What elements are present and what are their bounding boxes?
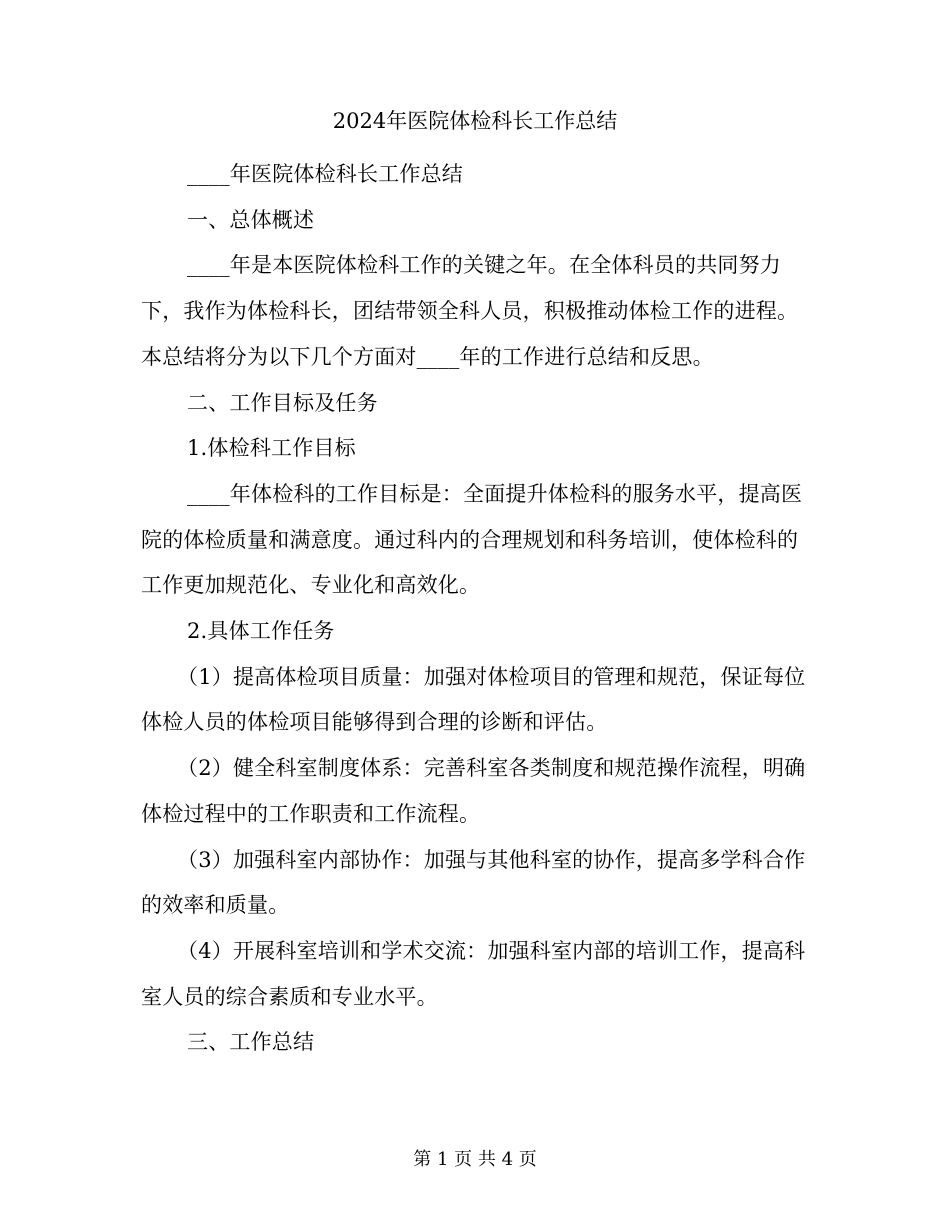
section-heading-summary: 三、工作总结 bbox=[187, 1030, 315, 1055]
subtitle-paragraph: ____年医院体检科长工作总结 bbox=[187, 162, 463, 186]
subheading-tasks: 2.具体工作任务 bbox=[187, 619, 335, 644]
task-item-4: （4）开展科室培训和学术交流：加强科室内部的培训工作，提高科室人员的综合素质和专业水平。 bbox=[141, 938, 806, 1009]
section-heading-overview: 一、总体概述 bbox=[187, 207, 315, 232]
task-item-3: （3）加强科室内部协作：加强与其他科室的协作，提高多学科合作的效率和质量。 bbox=[141, 847, 806, 918]
overview-paragraph: ____年是本医院体检科工作的关键之年。在全体科员的共同努力下，我作为体检科长，团结带领全科人员，积极推动体检工作的进程。本总结将分为以下几个方面对____年的工作进行总结和反思。 bbox=[141, 253, 799, 369]
goal-paragraph: ____年体检科的工作目标是：全面提升体检科的服务水平，提高医院的体检质量和满意度。通过科内的合理规划和科务培训，使体检科的工作更加规范化、专业化和高效化。 bbox=[141, 481, 803, 598]
document-body bbox=[141, 152, 809, 1066]
task-item-1: （1）提高体检项目质量：加强对体检项目的管理和规范，保证每位体检人员的体检项目能够得到合理的诊断和评估。 bbox=[141, 664, 806, 735]
subheading-goal: 1.体检科工作目标 bbox=[187, 436, 356, 461]
page-footer: 第 1 页 共 4 页 bbox=[413, 1149, 537, 1170]
document-title: 2024年医院体检科长工作总结 bbox=[332, 109, 618, 133]
task-item-2: （2）健全科室制度体系：完善科室各类制度和规范操作流程，明确体检过程中的工作职责和工作流程。 bbox=[141, 756, 806, 826]
section-heading-goals: 二、工作目标及任务 bbox=[187, 390, 378, 415]
